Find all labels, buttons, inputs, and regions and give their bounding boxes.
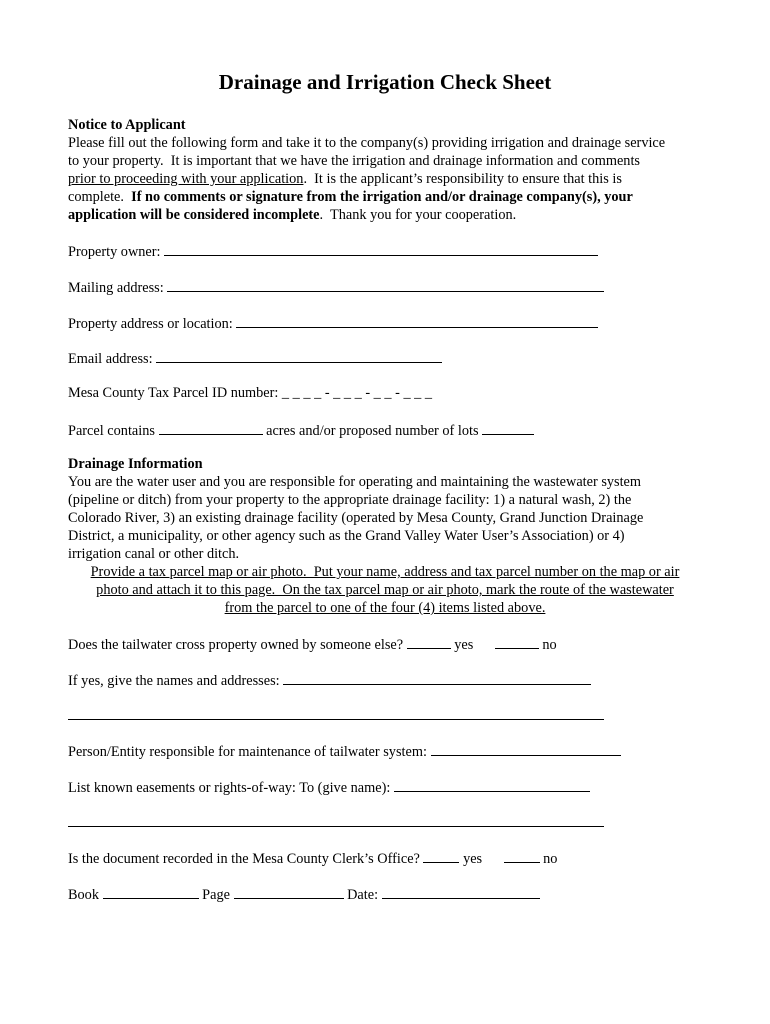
property-owner-label: Property owner: <box>68 244 161 260</box>
names-addresses-label: If yes, give the names and addresses: <box>68 673 280 689</box>
book-field[interactable] <box>103 884 199 899</box>
drainage-line-5: irrigation canal or other ditch. <box>68 546 240 562</box>
tailwater-question: Does the tailwater cross property owned by someone else? <box>68 637 404 653</box>
recorded-no-field[interactable] <box>504 848 540 863</box>
drainage-line-3: Colorado River, 3) an existing drainage facility (operated by Mesa County, Grand Junction Drainage <box>68 510 644 526</box>
recorded-question: Is the document recorded in the Mesa County Clerk’s Office? <box>68 851 420 867</box>
names-addresses-line-2[interactable] <box>68 718 604 720</box>
drainage-instruction-3: from the parcel to one of the four (4) items listed above. <box>224 600 546 616</box>
easements-line-2[interactable] <box>68 825 604 827</box>
responsible-field[interactable] <box>431 741 621 756</box>
names-addresses-field[interactable] <box>283 670 591 685</box>
notice-text: complete. <box>68 189 132 205</box>
notice-line-3 <box>68 170 622 188</box>
property-address-row <box>68 313 598 333</box>
no-label: no <box>543 851 558 867</box>
notice-underlined-text: prior to proceeding with your application <box>68 171 304 187</box>
tailwater-no-field[interactable] <box>495 634 539 649</box>
lots-field[interactable] <box>482 420 534 435</box>
notice-bold-text: If no comments or signature from the irrigation and/or drainage company(s), your <box>131 189 633 205</box>
yes-label: yes <box>463 851 483 867</box>
drainage-instruction-2: photo and attach it to this page. On the tax parcel map or air photo, mark the route of the wastewater <box>96 582 674 598</box>
acres-label: acres and/or proposed number of lots <box>266 423 479 439</box>
easements-field[interactable] <box>394 777 590 792</box>
names-addresses-row <box>68 670 591 690</box>
tailwater-question-row <box>68 634 557 654</box>
drainage-heading: Drainage Information <box>68 456 203 472</box>
page-title: Drainage and Irrigation Check Sheet <box>218 70 552 94</box>
drainage-instruction-1: Provide a tax parcel map or air photo. Put your name, address and tax parcel number on the map or air <box>90 564 680 580</box>
acres-field[interactable] <box>159 420 263 435</box>
email-address-field[interactable] <box>156 348 442 363</box>
parcel-contains-row <box>68 420 534 440</box>
email-address-label: Email address: <box>68 351 153 367</box>
notice-line-5 <box>68 206 516 224</box>
mailing-address-field[interactable] <box>167 277 604 292</box>
easements-label: List known easements or rights-of-way: To (give name): <box>68 780 391 796</box>
property-owner-field[interactable] <box>164 241 598 256</box>
easements-row <box>68 777 590 797</box>
drainage-line-1: You are the water user and you are responsible for operating and maintaining the wastewater system <box>68 474 642 490</box>
no-label: no <box>542 637 557 653</box>
mailing-address-label: Mailing address: <box>68 280 164 296</box>
yes-label: yes <box>454 637 474 653</box>
property-owner-row <box>68 241 598 261</box>
mailing-address-row <box>68 277 604 297</box>
notice-bold-text: application will be considered incomplete <box>68 207 320 223</box>
recorded-yes-field[interactable] <box>423 848 459 863</box>
property-address-field[interactable] <box>236 313 598 328</box>
page-label: Page <box>202 887 230 903</box>
notice-line-2: to your property. It is important that we have the irrigation and drainage information and comments <box>68 153 640 169</box>
notice-text: . It is the applicant’s responsibility to ensure that this is <box>303 171 622 187</box>
responsible-label: Person/Entity responsible for maintenance of tailwater system: <box>68 744 427 760</box>
notice-text: . Thank you for your cooperation. <box>319 207 517 223</box>
recorded-row <box>68 848 557 868</box>
drainage-line-2: (pipeline or ditch) from your property to the appropriate drainage facility: 1) a natural wash, 2) the <box>68 492 632 508</box>
notice-line-4 <box>68 188 633 206</box>
date-label: Date: <box>347 887 379 903</box>
tailwater-yes-field[interactable] <box>407 634 451 649</box>
page-field[interactable] <box>234 884 344 899</box>
notice-line-1: Please fill out the following form and take it to the company(s) providing irrigation and drainage service <box>68 135 666 151</box>
property-address-label: Property address or location: <box>68 316 233 332</box>
email-address-row <box>68 348 442 368</box>
notice-heading: Notice to Applicant <box>68 117 186 133</box>
parcel-contains-label: Parcel contains <box>68 423 155 439</box>
book-label: Book <box>68 887 99 903</box>
book-page-date-row <box>68 884 540 904</box>
date-field[interactable] <box>382 884 540 899</box>
drainage-line-4: District, a municipality, or other agency such as the Grand Valley Water User’s Association) or 4) <box>68 528 625 544</box>
parcel-id-row: Mesa County Tax Parcel ID number: _ _ _ _ - _ _ _ - _ _ - _ _ _ <box>68 385 433 401</box>
responsible-row <box>68 741 621 761</box>
